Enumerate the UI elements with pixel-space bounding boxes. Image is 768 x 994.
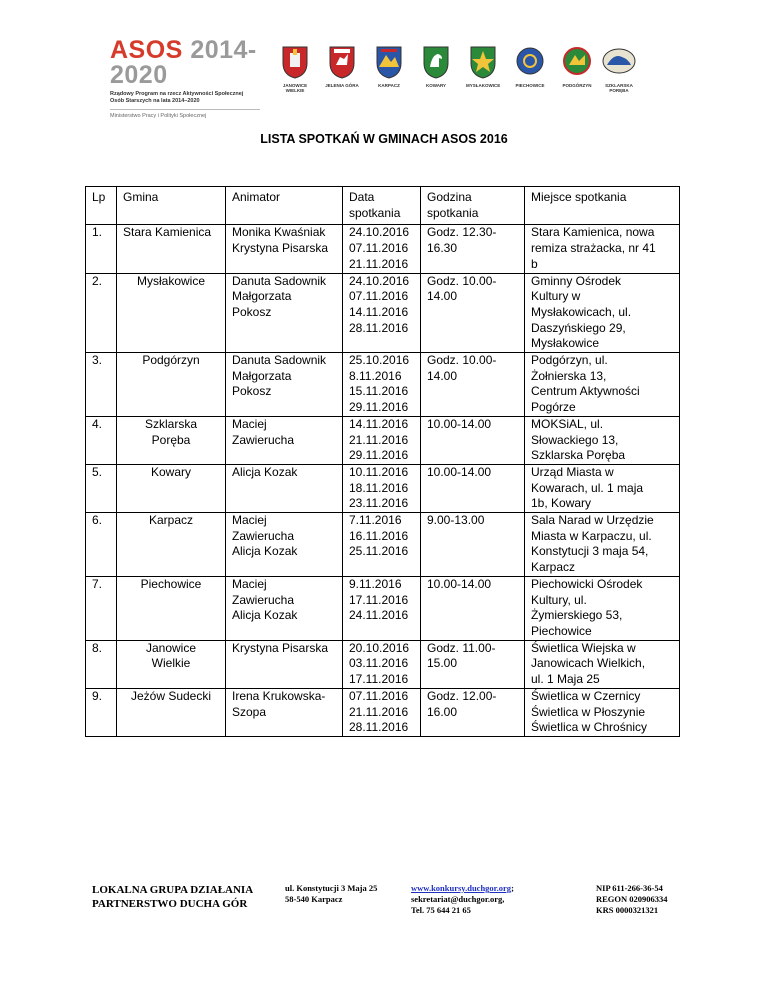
crest-shield-icon — [563, 45, 591, 79]
cell-lp: 9. — [86, 688, 117, 736]
cell-dates: 07.11.2016 21.11.2016 28.11.2016 — [343, 688, 421, 736]
cell-gmina: Mysłakowice — [117, 273, 226, 353]
cell-gmina: Podgórzyn — [117, 353, 226, 417]
table-row — [86, 225, 680, 273]
crest-shield-icon — [281, 45, 309, 79]
cell-hours: Godz. 12.30- 16.30 — [421, 225, 525, 273]
crest-janowice-wielkie: JANOWICE WIELKIE — [278, 45, 312, 93]
page-title: LISTA SPOTKAŃ W GMINACH ASOS 2016 — [260, 132, 508, 146]
crest-szklarska-poreba: SZKLARSKA PORĘBA — [602, 45, 636, 93]
cell-animator: Danuta Sadownik Małgorzata Pokosz — [226, 273, 343, 353]
cell-location: Urząd Miasta w Kowarach, ul. 1 maja 1b, Kowary — [525, 464, 680, 512]
cell-location: Gminny Ośrodek Kultury w Mysłakowicach, ul. Daszyńskiego 29, Mysłakowice — [525, 273, 680, 353]
crest-shield-icon — [602, 45, 636, 79]
table-row — [86, 273, 680, 353]
cell-lp: 4. — [86, 416, 117, 464]
table-row — [86, 513, 680, 577]
cell-hours: Godz. 10.00- 14.00 — [421, 353, 525, 417]
crest-shield-icon — [516, 45, 544, 79]
header-gmina: Gmina — [117, 187, 226, 225]
cell-location: Piechowicki Ośrodek Kultury, ul. Żymierskiego 53, Piechowice — [525, 576, 680, 640]
table-header-row — [86, 187, 680, 225]
cell-gmina: Piechowice — [117, 576, 226, 640]
table-row — [86, 640, 680, 688]
asos-logo — [110, 36, 270, 119]
cell-animator: Maciej Zawierucha Alicja Kozak — [226, 513, 343, 577]
cell-hours: 9.00-13.00 — [421, 513, 525, 577]
crest-myslakowice: MYSŁAKOWICE — [466, 45, 500, 88]
cell-location: Świetlica w Czernicy Świetlica w Płoszynie Świetlica w Chrośnicy — [525, 688, 680, 736]
cell-dates: 7.11.2016 16.11.2016 25.11.2016 — [343, 513, 421, 577]
table-row — [86, 464, 680, 512]
crest-kowary: KOWARY — [419, 45, 453, 88]
cell-gmina: Karpacz — [117, 513, 226, 577]
table-row — [86, 576, 680, 640]
cell-hours: 10.00-14.00 — [421, 416, 525, 464]
cell-animator: Monika Kwaśniak Krystyna Pisarska — [226, 225, 343, 273]
cell-location: Podgórzyn, ul. Żołnierska 13, Centrum Aktywności Pogórze — [525, 353, 680, 417]
table-row — [86, 416, 680, 464]
footer-organization: LOKALNA GRUPA DZIAŁANIA PARTNERSTWO DUCHA GÓR — [92, 884, 254, 910]
municipality-crests — [278, 45, 638, 105]
header-animator: Animator — [226, 187, 343, 225]
cell-dates: 25.10.2016 8.11.2016 15.11.2016 29.11.2016 — [343, 353, 421, 417]
cell-lp: 5. — [86, 464, 117, 512]
cell-location: Sala Narad w Urzędzie Miasta w Karpaczu, ul. Konstytucji 3 maja 54, Karpacz — [525, 513, 680, 577]
cell-location: MOKSiAL, ul. Słowackiego 13, Szklarska Poręba — [525, 416, 680, 464]
asos-logo-subtitle: Rządowy Program na rzecz Aktywności Społecznej Osób Starszych na lata 2014–2020 — [110, 91, 244, 104]
crest-jelenia-gora: JELENIA GÓRA — [325, 45, 359, 88]
crest-shield-icon — [469, 45, 497, 79]
cell-animator: Danuta Sadownik Małgorzata Pokosz — [226, 353, 343, 417]
cell-lp: 7. — [86, 576, 117, 640]
asos-divider — [110, 109, 260, 110]
crest-shield-icon — [375, 45, 403, 79]
cell-lp: 1. — [86, 225, 117, 273]
meetings-table — [85, 186, 680, 737]
cell-lp: 3. — [86, 353, 117, 417]
footer-registration: NIP 611-266-36-54 REGON 020906334 KRS 0000321321 — [596, 883, 668, 915]
cell-gmina: Stara Kamienica — [117, 225, 226, 273]
ministry-label: Ministerstwo Pracy i Polityki Społecznej — [110, 113, 207, 119]
cell-animator: Alicja Kozak — [226, 464, 343, 512]
website-link[interactable]: www.konkursy.duchgor.org — [411, 883, 512, 893]
cell-location: Stara Kamienica, nowa remiza strażacka, nr 41 b — [525, 225, 680, 273]
cell-dates: 9.11.2016 17.11.2016 24.11.2016 — [343, 576, 421, 640]
cell-animator: Maciej Zawierucha Alicja Kozak — [226, 576, 343, 640]
cell-dates: 14.11.2016 21.11.2016 29.11.2016 — [343, 416, 421, 464]
asos-logo-title: ASOS 2014-2020 — [110, 36, 257, 89]
cell-animator: Krystyna Pisarska — [226, 640, 343, 688]
cell-hours: Godz. 12.00- 16.00 — [421, 688, 525, 736]
cell-lp: 2. — [86, 273, 117, 353]
cell-gmina: Jeżów Sudecki — [117, 688, 226, 736]
cell-lp: 8. — [86, 640, 117, 688]
header-data: Data spotkania — [343, 187, 421, 225]
table-row — [86, 353, 680, 417]
cell-dates: 24.10.2016 07.11.2016 14.11.2016 28.11.2016 — [343, 273, 421, 353]
table-row — [86, 688, 680, 736]
cell-animator: Irena Krukowska- Szopa — [226, 688, 343, 736]
cell-dates: 10.11.2016 18.11.2016 23.11.2016 — [343, 464, 421, 512]
crest-shield-icon — [422, 45, 450, 79]
email-text: sekretariat@duchgor.org, — [411, 894, 505, 904]
cell-dates: 24.10.2016 07.11.2016 21.11.2016 — [343, 225, 421, 273]
header-miejsce: Miejsce spotkania — [525, 187, 680, 225]
cell-hours: Godz. 10.00- 14.00 — [421, 273, 525, 353]
cell-hours: 10.00-14.00 — [421, 464, 525, 512]
cell-location: Świetlica Wiejska w Janowicach Wielkich, ul. 1 Maja 25 — [525, 640, 680, 688]
footer-address: ul. Konstytucji 3 Maja 25 58-540 Karpacz — [285, 883, 378, 904]
footer-contact: www.konkursy.duchgor.org; sekretariat@duchgor.org, Tel. 75 644 21 65 — [411, 883, 581, 916]
cell-gmina: Kowary — [117, 464, 226, 512]
crest-podgorzyn: PODGÓRZYN — [560, 45, 594, 88]
cell-hours: 10.00-14.00 — [421, 576, 525, 640]
header-lp: Lp — [86, 187, 117, 225]
cell-dates: 20.10.2016 03.11.2016 17.11.2016 — [343, 640, 421, 688]
crest-karpacz: KARPACZ — [372, 45, 406, 88]
cell-hours: Godz. 11.00- 15.00 — [421, 640, 525, 688]
crest-piechowice: PIECHOWICE — [513, 45, 547, 88]
cell-animator: Maciej Zawierucha — [226, 416, 343, 464]
crest-shield-icon — [328, 45, 356, 79]
cell-lp: 6. — [86, 513, 117, 577]
cell-gmina: Janowice Wielkie — [117, 640, 226, 688]
header-godzina: Godzina spotkania — [421, 187, 525, 225]
cell-gmina: Szklarska Poręba — [117, 416, 226, 464]
phone-text: Tel. 75 644 21 65 — [411, 905, 471, 915]
